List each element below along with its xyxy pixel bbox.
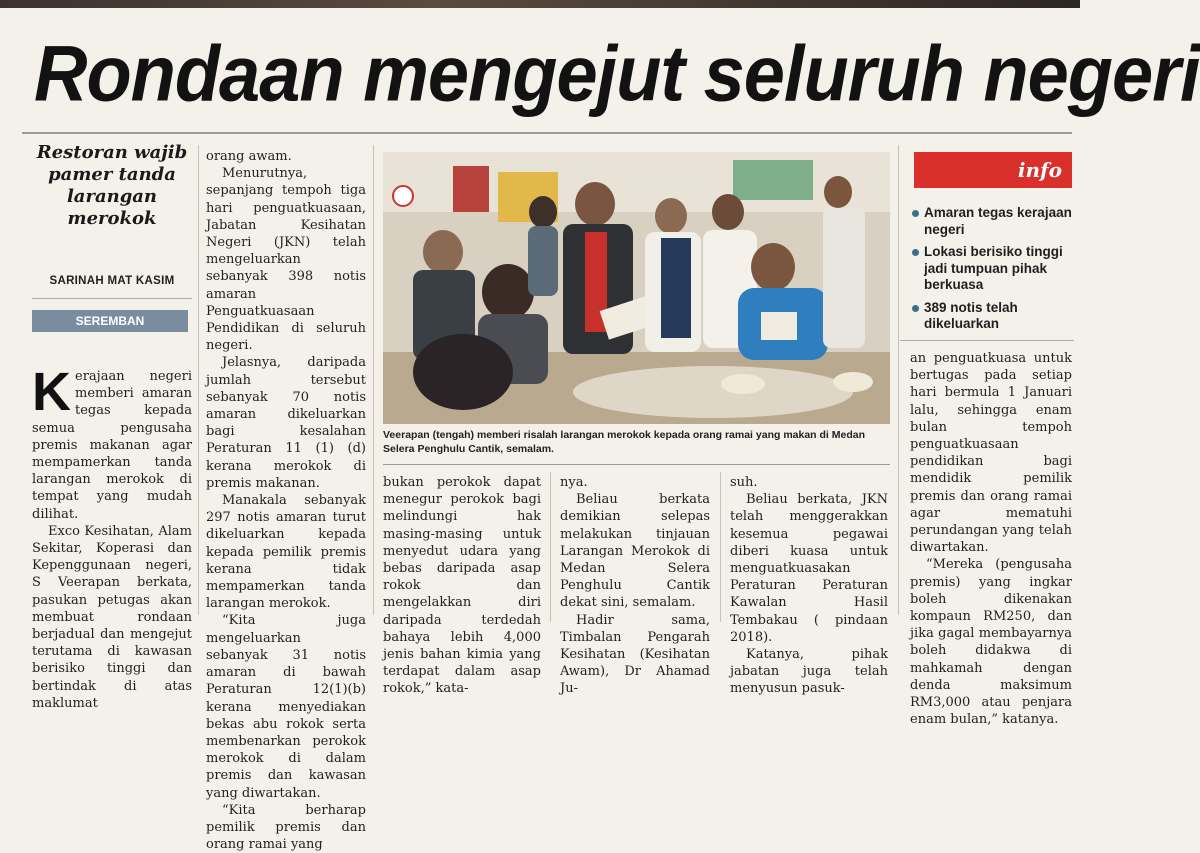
column-rule xyxy=(898,145,899,615)
byline: SARINAH MAT KASIM xyxy=(49,275,175,287)
paragraph: “Kita berharap pemilik premis dan orang ramai yang xyxy=(206,802,366,853)
paragraph: Beliau berkata demikian selepas melakukan tinjauan Larangan Merokok di Medan Selera Penghulu Cantik dekat sini, semalam. xyxy=(560,492,710,611)
paragraph: Menurutnya, sepanjang tempoh tiga hari penguatkuasaan, Jabatan Kesihatan Negeri (JKN) telah mengeluarkan sebanyak 398 notis amaran Penguatkuasaan Pendidikan di seluruh negeri. xyxy=(206,166,366,354)
paragraph: nya. xyxy=(560,475,588,490)
paragraph: bukan perokok dapat menegur perokok bagi melindungi hak masing-masing untuk menyedut udara yang bebas daripada asap rokok dan mengelakkan diri daripada terdedah bahaya lebih 4,000 jenis bahan kimia yang terdapat dalam asap rokok,” kata- xyxy=(383,475,541,697)
article-column-1 xyxy=(32,362,192,712)
paragraph: suh. xyxy=(730,475,758,490)
info-point: Lokasi berisiko tinggi jadi tumpuan pihak berkuasa xyxy=(910,244,1074,294)
news-photo xyxy=(383,152,890,424)
paragraph: Katanya, pihak jabatan juga telah menyusun pasuk- xyxy=(730,647,888,697)
photo-illustration xyxy=(383,152,890,424)
paragraph: “Mereka (pengusaha premis) yang ingkar boleh dikenakan kompaun RM250, dan jika gagal membayarnya boleh didakwa di mahkamah dengan denda maksimum RM3,000 atau penjara enam bulan,” katanya. xyxy=(910,557,1072,728)
column-rule xyxy=(198,145,199,615)
paragraph: orang awam. xyxy=(206,149,292,164)
paragraph: an penguatkuasa untuk bertugas pada setiap hari bermula 1 Januari lalu, sehingga enam bulan tempoh penguatkuasaan pendidikan bagi mendidik pemilik premis dan orang ramai agar mematuhi perundangan yang telah diwartakan. xyxy=(910,351,1072,556)
byline-divider xyxy=(32,298,192,299)
drop-cap: K xyxy=(32,362,71,422)
location-tag: SEREMBAN xyxy=(32,310,188,332)
paragraph: Beliau berkata, JKN telah menggerakkan kesemua pegawai diberi kuasa untuk menguatkuasakan Peraturan Peraturan Kawalan Hasil Tembakau ( pindaan 2018). xyxy=(730,492,888,645)
info-box-divider xyxy=(900,340,1074,341)
article-column-6 xyxy=(910,350,1072,728)
info-box-list xyxy=(910,205,1074,339)
article-column-3 xyxy=(383,474,541,698)
paragraph: Jelasnya, daripada jumlah tersebut sebanyak 70 notis amaran dikeluarkan bagi kesalahan Peraturan 11 (1) (d) kerana merokok di premis makanan. xyxy=(206,355,366,491)
column-rule xyxy=(373,145,374,615)
subheadline: Restoran wajib pamer tanda larangan merokok xyxy=(36,142,188,229)
headline-divider xyxy=(22,132,1072,134)
lead-text: erajaan negeri memberi amaran tegas kepada semua pengusaha premis makanan agar mempamerkan tanda larangan merokok di tempat yang mudah dilihat. xyxy=(32,369,192,522)
paragraph: Hadir sama, Timbalan Pengarah Kesihatan (Kesihatan Awam), Dr Ahamad Ju- xyxy=(560,612,710,697)
column-rule xyxy=(720,472,721,622)
article-column-4 xyxy=(560,474,710,698)
paragraph: Manakala sebanyak 297 notis amaran turut dikeluarkan kepada kepada pemilik premis kerana tidak mempamerkan tanda larangan merokok. xyxy=(206,493,366,612)
article-column-5 xyxy=(730,474,888,698)
photo-caption: Veerapan (tengah) memberi risalah larangan merokok kepada orang ramai yang makan di Medan Selera Penghulu Cantik, semalam. xyxy=(383,429,866,455)
info-point: Amaran tegas kerajaan negeri xyxy=(910,205,1074,238)
article-column-2 xyxy=(206,148,366,853)
info-box-tag: info xyxy=(914,152,1072,188)
paragraph: “Kita juga mengeluarkan sebanyak 31 notis amaran di bawah Peraturan 12(1)(b) kerana menyediakan bekas abu rokok serta membenarkan perokok merokok di dalam premis dan kawasan yang diwartakan. xyxy=(206,613,366,801)
top-image-strip xyxy=(0,0,1080,8)
column-rule xyxy=(550,472,551,622)
lead-paragraph xyxy=(32,362,192,523)
headline: Rondaan mengejut seluruh negeri xyxy=(34,29,1200,118)
caption-divider xyxy=(383,464,890,465)
info-point: 389 notis telah dikeluarkan xyxy=(910,300,1074,333)
paragraph: Exco Kesihatan, Alam Sekitar, Koperasi dan Kepenggunaan negeri, S Veerapan berkata, pasukan petugas akan membuat rondaan berjadual dan mengejut terutama di kawasan berisiko tinggi dan bertindak di atas maklumat xyxy=(32,523,192,711)
